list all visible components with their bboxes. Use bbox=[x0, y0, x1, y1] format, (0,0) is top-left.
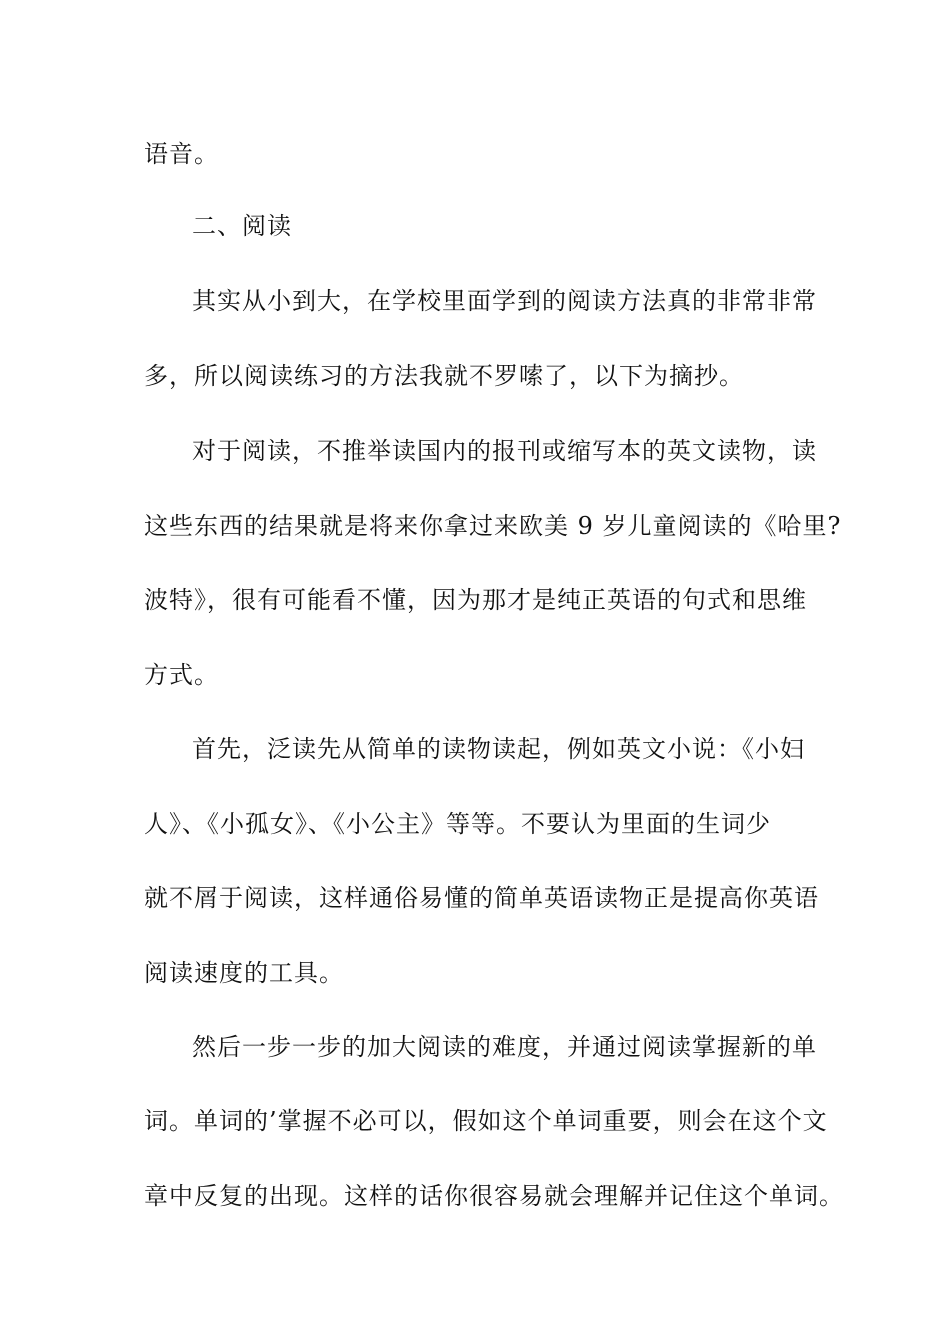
text-line: 波特》，很有可能看不懂，因为那才是纯正英语的句式和思维 bbox=[144, 586, 807, 614]
text-line: 阅读速度的工具。 bbox=[144, 959, 344, 987]
text-line: 章中反复的出现。这样的话你很容易就会理解并记住这个单词。 bbox=[144, 1182, 844, 1210]
text-line: 词。单词的’掌握不必可以，假如这个单词重要，则会在这个文 bbox=[144, 1107, 828, 1135]
text-line: 首先，泛读先从简单的读物读起，例如英文小说：《小妇 bbox=[192, 735, 805, 763]
text-line: 其实从小到大，在学校里面学到的阅读方法真的非常非常 bbox=[192, 287, 817, 315]
text-line: 对于阅读，不推举读国内的报刊或缩写本的英文读物，读 bbox=[192, 437, 817, 465]
text-line: 然后一步一步的加大阅读的难度，并通过阅读掌握新的单 bbox=[192, 1033, 817, 1061]
text-line: 方式。 bbox=[144, 661, 219, 689]
text-line: 多，所以阅读练习的方法我就不罗嗦了，以下为摘抄。 bbox=[144, 362, 744, 390]
text-line: 这些东西的结果就是将来你拿过来欧美 9 岁儿童阅读的《哈里? bbox=[144, 512, 842, 540]
text-line: 人》、《小孤女》、《小公主》等等。不要认为里面的生词少 bbox=[144, 810, 771, 838]
text-line: 就不屑于阅读，这样通俗易懂的简单英语读物正是提高你英语 bbox=[144, 884, 819, 912]
text-line: 语音。 bbox=[144, 140, 219, 168]
section-heading: 二、阅读 bbox=[192, 212, 292, 240]
